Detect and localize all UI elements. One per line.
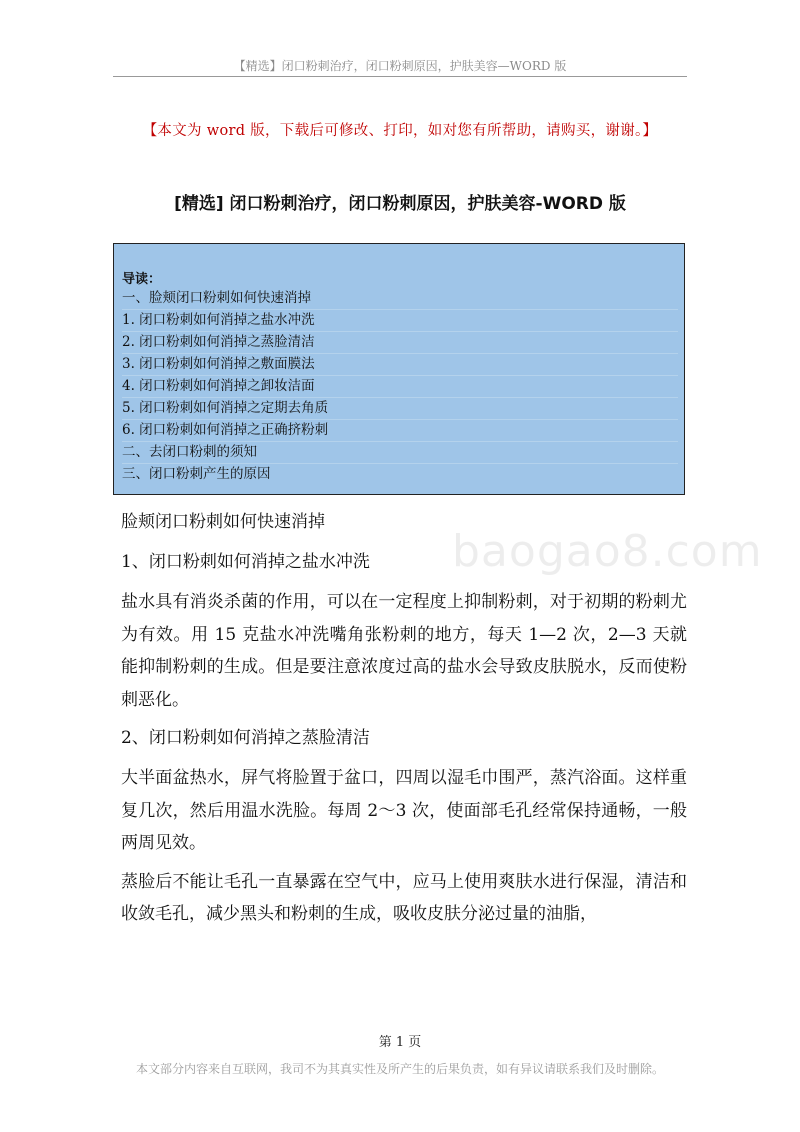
toc-item: 三、闭口粉刺产生的原因 [122,466,271,482]
purchase-notice: 【本文为 word 版，下载后可修改、打印，如对您有所帮助，请购买，谢谢。】 [142,123,658,139]
toc-item: 一、脸颊闭口粉刺如何快速消掉 [122,288,678,310]
header-divider [113,76,687,77]
body-paragraph: 大半面盆热水，屏气将脸置于盆口，四周以湿毛巾围严，蒸汽浴面。这样重复几次，然后用温水洗脸。每周 2～3 次，使面部毛孔经常保持通畅，一般两周见效。 [121,768,687,853]
table-of-contents [113,243,685,495]
toc-item: 2. 闭口粉刺如何消掉之蒸脸清洁 [122,332,678,354]
body-paragraph: 盐水具有消炎杀菌的作用，可以在一定程度上抑制粉刺，对于初期的粉刺尤为有效。用 15 克盐水冲洗嘴角张粉刺的地方，每天 1—2 次，2—3 天就能抑制粉刺的生成。但是要注意浓度过高的盐水会导致皮肤脱水，反而使粉刺恶化。 [121,592,687,710]
document-title: [精选] 闭口粉刺治疗，闭口粉刺原因，护肤美容-WORD 版 [174,194,626,214]
subsection-heading: 2、闭口粉刺如何消掉之蒸脸清洁 [121,728,370,748]
toc-heading: 导读： [122,272,162,287]
toc-item: 1. 闭口粉刺如何消掉之盐水冲洗 [122,310,678,332]
footer-disclaimer: 本文部分内容来自互联网，我司不为其真实性及所产生的后果负责，如有异议请联系我们及时删除。 [135,1062,664,1076]
toc-item: 4. 闭口粉刺如何消掉之卸妆洁面 [122,376,678,398]
page-number: 第 1 页 [378,1035,422,1050]
toc-item: 3. 闭口粉刺如何消掉之敷面膜法 [122,354,678,376]
toc-item: 5. 闭口粉刺如何消掉之定期去角质 [122,398,678,420]
toc-list [122,288,678,485]
subsection-heading: 1、闭口粉刺如何消掉之盐水冲洗 [121,552,370,572]
document-body [121,506,687,937]
section-heading: 脸颊闭口粉刺如何快速消掉 [121,512,325,532]
toc-item: 6. 闭口粉刺如何消掉之正确挤粉刺 [122,420,678,442]
watermark: baogao8.com [452,526,763,577]
body-paragraph: 蒸脸后不能让毛孔一直暴露在空气中，应马上使用爽肤水进行保湿，清洁和收敛毛孔，减少黑头和粉刺的生成，吸收皮肤分泌过量的油脂， [121,871,687,924]
page-header: 【精选】闭口粉刺治疗，闭口粉刺原因，护肤美容—WORD 版 [233,59,567,73]
toc-item: 二、去闭口粉刺的须知 [122,442,678,464]
